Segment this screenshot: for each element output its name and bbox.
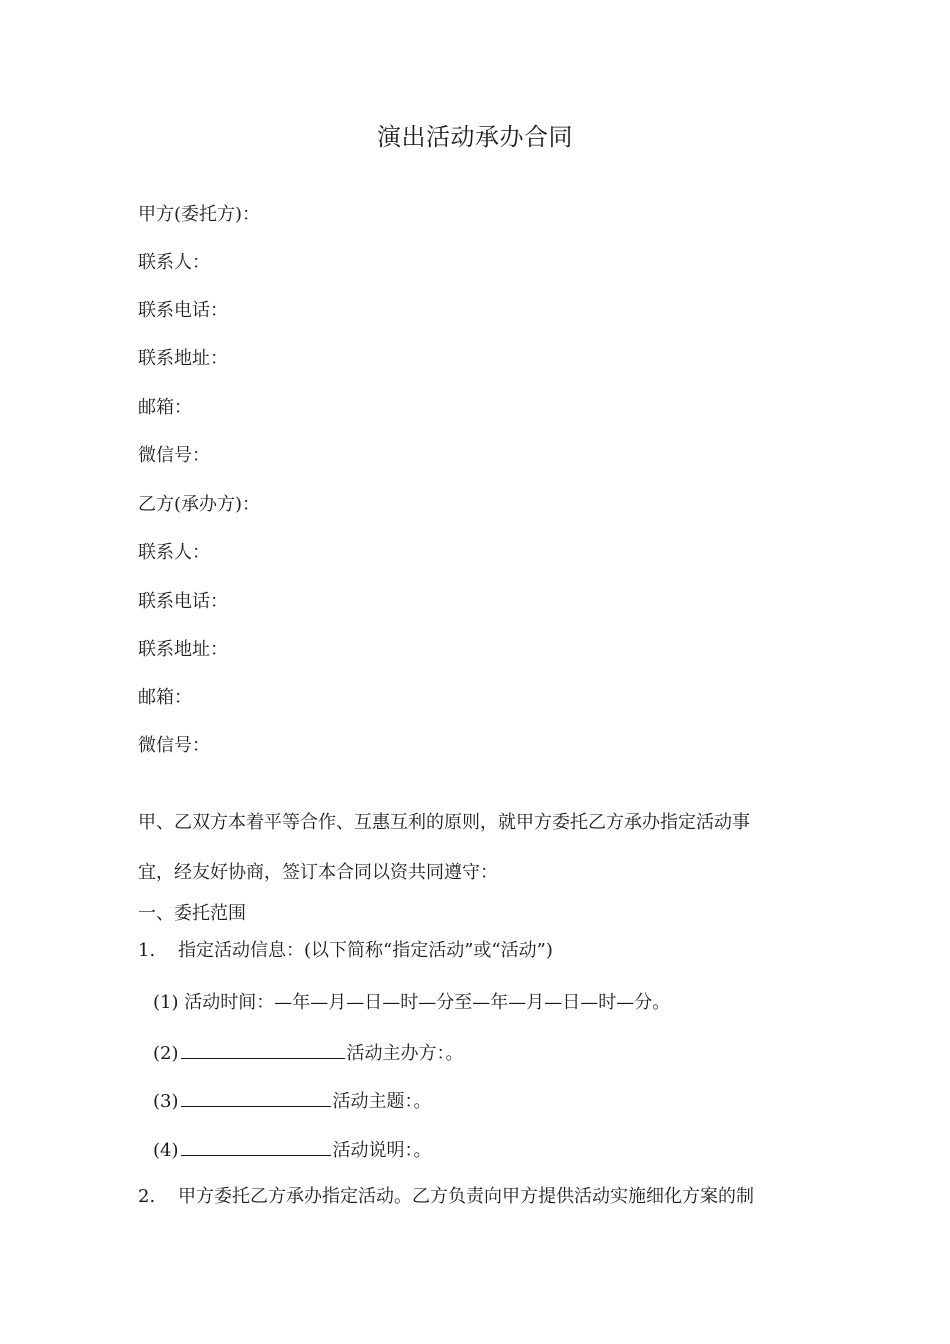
party-a-contact: 联系人： bbox=[138, 252, 210, 273]
item-2-number: 2. bbox=[138, 1186, 156, 1207]
sub-item-2-text: 活动主办方：。 bbox=[346, 1043, 464, 1064]
item-1-text: 指定活动信息：(以下简称“指定活动”或“活动”) bbox=[178, 940, 553, 961]
party-b-contact: 联系人： bbox=[138, 542, 210, 563]
document-title: 演出活动承办合同 bbox=[377, 123, 573, 151]
party-a-email: 邮箱： bbox=[138, 397, 192, 418]
intro-line-1: 甲、乙双方本着平等合作、互惠互利的原则，就甲方委托乙方承办指定活动事 bbox=[138, 812, 750, 833]
fill-blank-line bbox=[181, 1040, 345, 1059]
sub-item-3-text: 活动主题：。 bbox=[332, 1091, 432, 1112]
sub-item-3-number: (3) bbox=[153, 1091, 179, 1112]
sub-item-2 bbox=[153, 1040, 464, 1066]
item-1-number: 1. bbox=[138, 940, 156, 961]
section-1-item-2 bbox=[138, 1185, 754, 1209]
party-a-phone: 联系电话： bbox=[138, 300, 228, 321]
intro-line-2: 宜，经友好协商，签订本合同以资共同遵守： bbox=[138, 862, 498, 883]
party-b-heading: 乙方(承办方)： bbox=[138, 494, 261, 515]
party-b-phone: 联系电话： bbox=[138, 591, 228, 612]
section-1-item-1 bbox=[138, 939, 553, 963]
sub-item-4-number: (4) bbox=[153, 1140, 179, 1161]
party-b-address: 联系地址： bbox=[138, 639, 228, 660]
sub-item-4-text: 活动说明：。 bbox=[332, 1140, 432, 1161]
fill-blank-line bbox=[181, 1137, 331, 1156]
section-1-heading: 一、委托范围 bbox=[138, 903, 246, 924]
sub-item-1: (1) 活动时间：—年—月—日—时—分至—年—月—日—时—分。 bbox=[153, 992, 671, 1013]
sub-item-4 bbox=[153, 1137, 432, 1163]
fill-blank-line bbox=[181, 1088, 331, 1107]
party-a-address: 联系地址： bbox=[138, 348, 228, 369]
party-b-email: 邮箱： bbox=[138, 687, 192, 708]
item-2-text: 甲方委托乙方承办指定活动。乙方负责向甲方提供活动实施细化方案的制 bbox=[178, 1186, 754, 1207]
party-b-wechat: 微信号： bbox=[138, 735, 210, 756]
sub-item-3 bbox=[153, 1088, 432, 1114]
party-a-heading: 甲方(委托方)： bbox=[138, 204, 261, 225]
sub-item-2-number: (2) bbox=[153, 1043, 179, 1064]
party-a-wechat: 微信号： bbox=[138, 445, 210, 466]
